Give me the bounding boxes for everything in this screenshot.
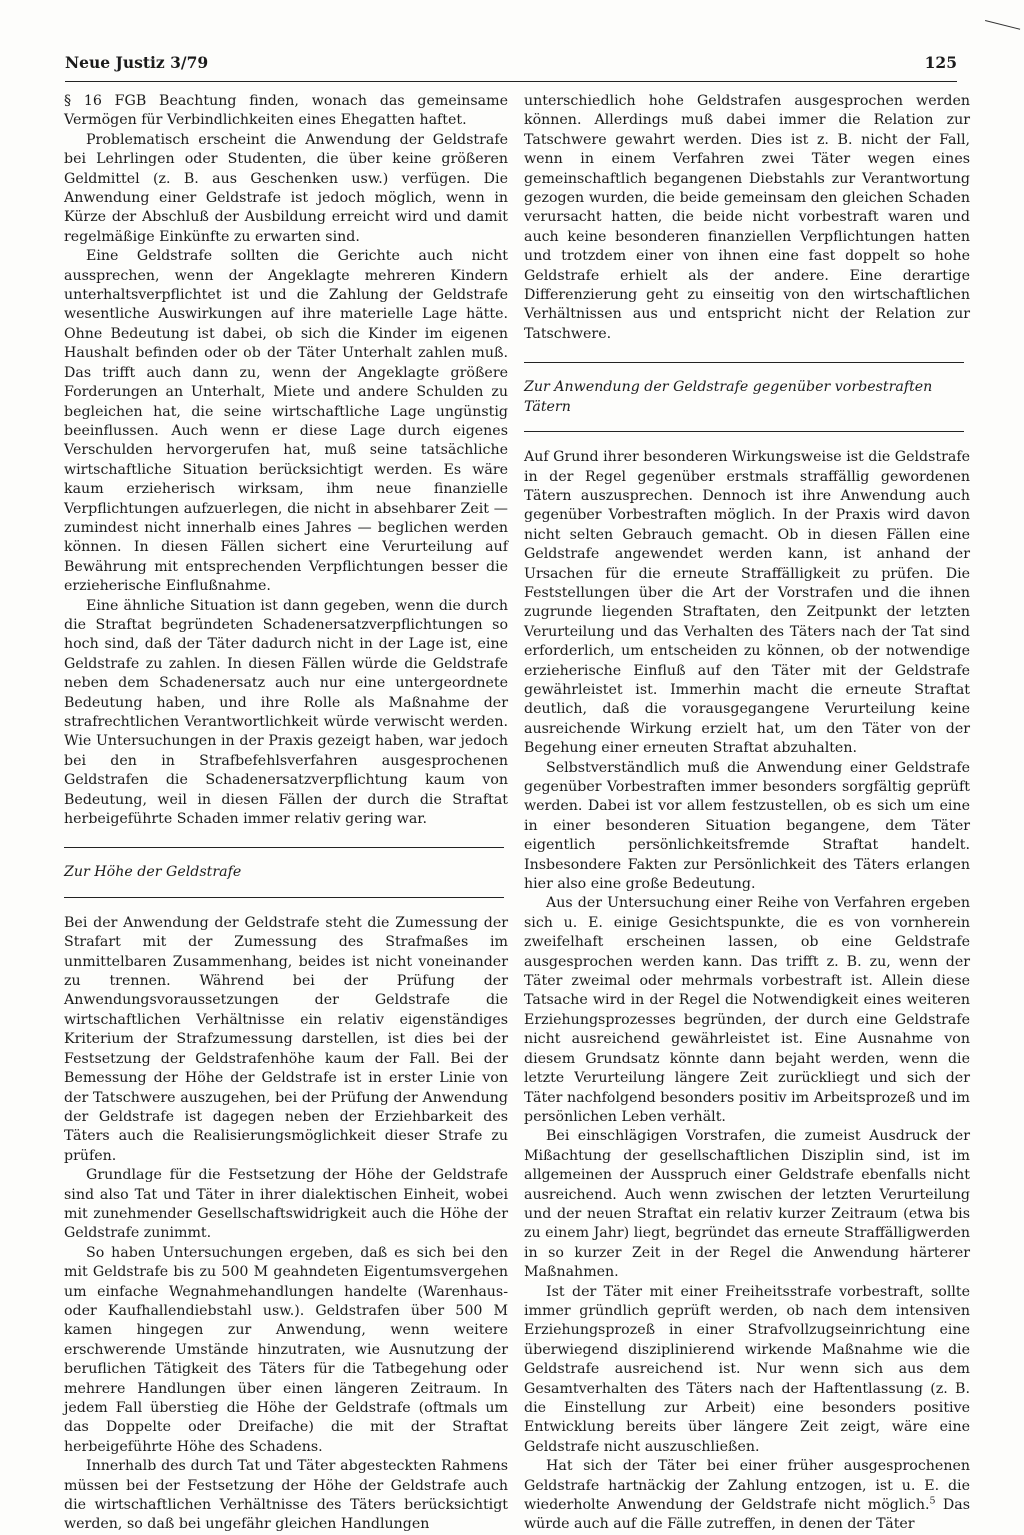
paragraph: § 16 FGB Beachtung finden, wonach das gemeinsame Vermögen für Verbindlichkeiten eines Ehegatten haftet.	[64, 93, 508, 129]
paragraph: Eine Geldstrafe sollten die Gerichte auch nicht aussprechen, wenn der Angeklagte mehreren Kindern unterhaltsverpflichtet ist und die Zahlung der Geldstrafe wesentliche Auswirkungen auf ihre materielle Lage hätte. Ohne Bedeutung ist dabei, ob sich die Kinder im eigenen Haushalt befinden oder ob der Täter Unterhalt zahlen muß. Das trifft auch dann zu, wenn der Angeklagte größere Forderungen an Unterhalt, Miete und andere Schulden zu begleichen hat, die seine wirtschaftliche Lage ungünstig beeinflussen. Auch wenn er diese Lage durch eigenes Verschulden hervorgerufen hat, muß seine tatsächliche wirtschaftliche Situation berücksichtigt werden. Es wäre kaum erzieherisch wirksam, ihm neue finanzielle Verpflichtungen aufzuerlegen, die nicht in absehbarer Zeit — zumindest nicht innerhalb eines Jahres — beglichen werden können. In diesen Fällen sichert eine Verurteilung auf Bewährung mit entsprechenden Verpflichtungen besser die erzieherische Einflußnahme.	[64, 248, 508, 595]
paragraph: Bei einschlägigen Vorstrafen, die zumeist Ausdruck der Mißachtung der gesellschaftlichen Disziplin sind, ist im allgemeinen der Ausspruch einer Geldstrafe ebenfalls nicht ausreichend. Auch wenn zwischen der letzten Verurteilung und der neuen Straftat ein relativ kurzer Zeitraum (etwa bis zu einem Jahr) liegt, begründet das erneute Straffälligwerden in so kurzer Zeit in der Regel die Anwendung härterer Maßnahmen.	[524, 1128, 970, 1281]
running-head: Neue Justiz 3/79	[65, 53, 209, 72]
paragraph: Auf Grund ihrer besonderen Wirkungsweise ist die Geldstrafe in der Regel gegenüber erstmals straffällig gewordenen Tätern auszusprechen. Dennoch ist ihre Anwendung auch gegenüber Vorbestraften möglich. In der Praxis wird davon nicht selten Gebrauch gemacht. Ob in diesen Fällen eine Geldstrafe angewendet werden kann, ist anhand der Ursachen für die erneute Straffälligkeit zu prüfen. Die Feststellungen über die Art der Vorstrafen und die ihnen zugrunde liegenden Straftaten, den Zeitpunkt der letzten Verurteilung und das Verhalten des Täters nach der Tat sind erforderlich, um entscheiden zu können, ob der notwendige erzieherische Einfluß auf den Täter mit der Geldstrafe gewährleistet ist. Immerhin macht die erneute Straftat deutlich, daß die vorausgegangene Verurteilung keine ausreichende Wirkung erzielt hat, um den Täter von der Begehung einer erneuten Straftat abzuhalten.	[524, 449, 970, 757]
right-column	[524, 92, 970, 1535]
paragraph: Selbstverständlich muß die Anwendung einer Geldstrafe gegenüber Vorbestraften immer besonders sorgfältig geprüft werden. Dabei ist vor allem festzustellen, ob es sich um eine in einer besonderen Situation begangene, dem Täter eigentlich persönlichkeitsfremde Straftat handelt. Insbesondere Fakten zur Persönlichkeit des Täters erlangen hier also eine große Bedeutung.	[524, 759, 970, 893]
footnote-marker: 5	[929, 1495, 936, 1507]
section-heading: Zur Höhe der Geldstrafe	[64, 847, 504, 897]
paragraph: So haben Untersuchungen ergeben, daß es sich bei den mit Geldstrafe bis zu 500 M geahndeten Eigentumsvergehen um einfache Wegnahmehandlungen handelte (Warenhaus- oder Kaufhallendiebstahl usw.). Geldstrafen über 500 M kamen hingegen zur Anwendung, wenn weitere erschwerende Umstände hinzutraten, wie Ausnutzung der beruflichen Tätigkeit des Täters für die Tatbegehung oder mehrere Handlungen über einen längeren Zeitraum. In jedem Fall überstieg die Höhe der Geldstrafe (oftmals um das Doppelte oder Dreifache) die mit der Straftat herbeigeführte Höhe des Schadens.	[64, 1244, 508, 1455]
page-header	[65, 53, 957, 82]
page-number: 125	[924, 53, 957, 72]
paragraph: Ist der Täter mit einer Freiheitsstrafe vorbestraft, sollte immer gründlich geprüft werden, ob nach dem intensiven Erziehungsprozeß in einer Strafvollzugseinrichtung eine überwiegend disziplinierend wirkende Maßnahme wie die Geldstrafe ausreichend ist. Nur wenn sich aus dem Gesamtverhalten des Täters nach der Haftentlassung (z. B. die Einstellung zur Arbeit) eine besonders positive Entwicklung bereits über längere Zeit zeigt, wäre eine Geldstrafe nicht auszuschließen.	[524, 1283, 970, 1455]
paragraph: Innerhalb des durch Tat und Täter abgesteckten Rahmens müssen bei der Festsetzung der Höhe der Geldstrafe auch die wirtschaftlichen Verhältnisse des Täters berücksichtigt werden, so daß bei ungefähr gleichen Handlungen	[64, 1458, 508, 1533]
left-column	[64, 92, 508, 1535]
paragraph-text: Das würde auch auf die Fälle zutreffen, in denen der Täter	[524, 1497, 970, 1533]
paragraph: Bei der Anwendung der Geldstrafe steht die Zumessung der Strafart mit der Zumessung des Strafmaßes im unmittelbaren Zusammenhang, beides ist nicht voneinander zu trennen. Während bei der Prüfung der Anwendungsvoraussetzungen der Geldstrafe die wirtschaftlichen Verhältnisse ein relativ eigenständiges Kriterium der Strafzumessung darstellen, ist dies bei der Festsetzung der Geldstrafenhöhe kaum der Fall. Bei der Bemessung der Höhe der Geldstrafe ist in erster Linie von der Tatschwere auszugehen, bei der Prüfung der Anwendung der Geldstrafe ist dagegen neben der Erziehbarkeit des Täters auch die Realisierungsmöglichkeit dieser Strafe zu prüfen.	[64, 914, 508, 1164]
paragraph: unterschiedlich hohe Geldstrafen ausgesprochen werden können. Allerdings muß dabei immer die Relation zur Tatschwere gewahrt werden. Dies ist z. B. nicht der Fall, wenn in einem Verfahren zwei Täter wegen eines gemeinschaftlich begangenen Diebstahls zur Verantwortung gezogen wurden, die beide gemeinsam den gleichen Schaden verursacht hatten, die beide nicht vorbestraft waren und auch keine besonderen finanziellen Verpflichtungen hatten und trotzdem einer von ihnen eine fast doppelt so hohe Geldstrafe erhielt als der andere. Eine derartige Differenzierung geht zu einseitig von den wirtschaftlichen Verhältnissen aus und entspricht nicht der Relation zur Tatschwere.	[524, 93, 970, 342]
paragraph: Eine ähnliche Situation ist dann gegeben, wenn die durch die Straftat begründeten Schadenersatzverpflichtungen so hoch sind, daß der Täter dadurch nicht in der Lage ist, eine Geldstrafe zu zahlen. In diesen Fällen würde die Geldstrafe neben dem Schadenersatz auch nur eine untergeordnete Bedeutung haben, und ihre Rolle als Maßnahme der strafrechtlichen Verantwortlichkeit würde verwischt werden. Wie Untersuchungen in der Praxis gezeigt haben, war jedoch bei den in Strafbefehlsverfahren ausgesprochenen Geldstrafen die Schadenersatzverpflichtung kaum von Bedeutung, weil in diesen Fällen der durch die Straftat herbeigeführte Schaden immer relativ gering war.	[64, 597, 508, 828]
paragraph: Problematisch erscheint die Anwendung der Geldstrafe bei Lehrlingen oder Studenten, die über keine größeren Geldmittel (z. B. aus Geschenken usw.) verfügen. Die Anwendung einer Geldstrafe ist jedoch möglich, wenn in Kürze der Abschluß der Ausbildung erreicht wird und damit regelmäßige Einkünfte zu erwarten sind.	[64, 131, 508, 245]
paragraph: Grundlage für die Festsetzung der Höhe der Geldstrafe sind also Tat und Täter in ihrer dialektischen Einheit, wobei mit zunehmender Gesellschaftswidrigkeit auch die Höhe der Geldstrafe zunimmt.	[64, 1167, 508, 1242]
section-heading: Zur Anwendung der Geldstrafe gegenüber vorbestraften Tätern	[524, 362, 964, 432]
paragraph	[524, 1457, 970, 1535]
paragraph: Aus der Untersuchung einer Reihe von Verfahren ergeben sich u. E. einige Gesichtspunkte, die es von vornherein zweifelhaft erscheinen lassen, ob eine Geldstrafe ausgesprochen werden kann. Das trifft z. B. zu, wenn der Täter zweimal oder mehrmals vorbestraft ist. Allein diese Tatsache wird in der Regel die Notwendigkeit eines weiteren Erziehungsprozesses begründen, der durch eine Geldstrafe nicht ausreichend gewährleistet ist. Eine Ausnahme von diesem Grundsatz könnte dann bejaht werden, wenn die letzte Verurteilung längere Zeit zurückliegt und sich der Täter nachfolgend besonders positiv im Arbeitsprozeß und im persönlichen Leben verhält.	[524, 895, 970, 1125]
corner-mark	[985, 1, 1024, 30]
paragraph-text: Hat sich der Täter bei einer früher ausgesprochenen Geldstrafe hartnäckig der Zahlung entzogen, ist u. E. die wiederholte Anwendung der Geldstrafe nicht möglich.	[524, 1458, 970, 1514]
